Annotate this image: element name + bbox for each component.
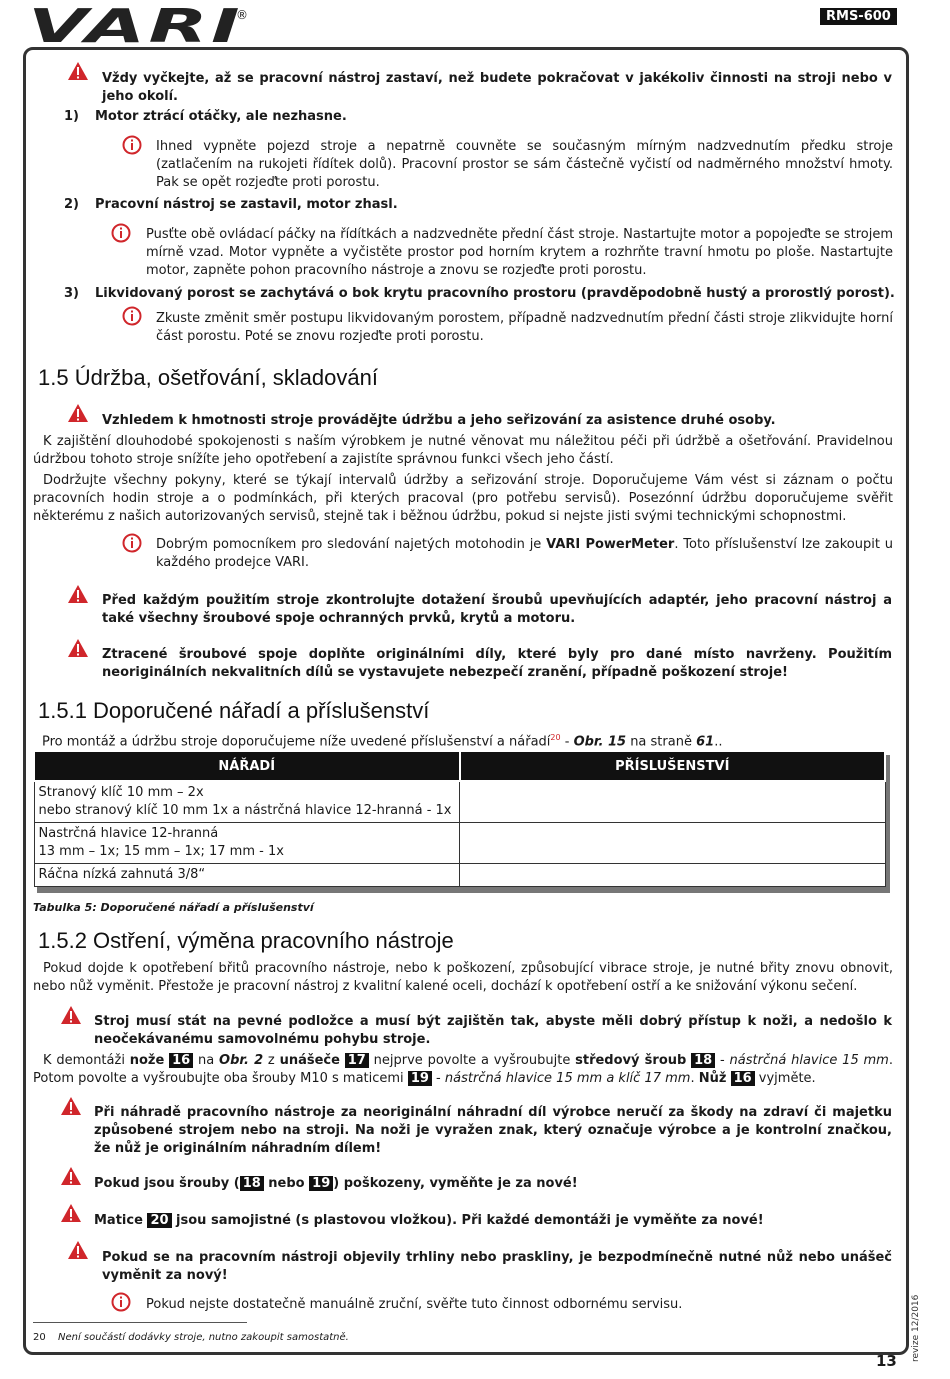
footnote-text: Není součástí dodávky stroje, nutno zakoupit samostatně. <box>58 1332 349 1343</box>
paragraph: K zajištění dlouhodobé spokojenosti s naším výrobkem je nutné věnovat mu náležitou péči při údržbě a ošetřování. Pravidelnou údržbou tohoto stroje snížíte jeho opotřebení a zajistíte správnou funkci všech jeho částí. <box>33 434 893 467</box>
info-text: Pokud nejste dostatečně manuálně zruční, svěřte tuto činnost odbornému servisu. <box>146 1297 683 1312</box>
svg-text:VARI: VARI <box>28 8 243 44</box>
footnote-number: 20 <box>33 1332 46 1343</box>
section-heading: 1.5.1 Doporučené nářadí a příslušenství <box>38 698 430 723</box>
warning-icon <box>67 638 89 658</box>
table-row: Stranový klíč 10 mm – 2x nebo stranový klíč 10 mm 1x a nástrčná hlavice 12-hranná - 1x <box>34 781 885 823</box>
warning-icon <box>60 1096 82 1116</box>
revision-label: revize 12/2016 <box>911 1294 921 1362</box>
paragraph: Pokud dojde k opotřebení břitů pracovního nástroje, nebo k poškození, způsobující vibrace stroje, je nutné břity znovu obnovit, nebo nůž vyměnit. Přestože je pracovní nástroj z kvalitní kalené oceli, dochází k opotřebení ostří a ke snižování výkonu sečení. <box>33 961 893 994</box>
paragraph: Pro montáž a údržbu stroje doporučujeme níže uvedené příslušenství a nářadí$^{20}$ - Obr. 15 na straně 61.. <box>42 733 723 750</box>
info-icon <box>122 135 142 155</box>
warning-icon <box>67 1240 89 1260</box>
item-title: Pracovní nástroj se zastavil, motor zhasl. <box>95 197 398 212</box>
warning-icon <box>60 1166 82 1186</box>
warning-text: Stroj musí stát na pevné podložce a musí být zajištěn tak, abyste měli dobrý přístup k noži, a nedošlo k neočekávanému samovolnému pohybu stroje. <box>94 1014 892 1047</box>
warning-icon <box>60 1203 82 1223</box>
info-text: Ihned vypněte pojezd stroje a nepatrně couvněte se současným mírným nadzvednutím předku stroje (zatlačením na rukojeti řídítek dolů). Pracovní prostor se sám částečně vyčistí od nadměrného množství hmoty. Pak se opět rozjeďte proti porostu. <box>156 139 893 190</box>
model-badge: RMS-600 <box>820 8 897 25</box>
column-header: PŘÍSLUŠENSTVÍ <box>460 751 886 781</box>
paragraph: Dodržujte všechny pokyny, které se týkají intervalů údržby a seřizování stroje. Doporučujeme Vám vést si záznam o počtu pracovních hodin stroje a o podmínkách, při kterých pracoval (pro potřebu servisů). Posezónní údržbu doporučujeme svěřit některému z našich autorizovaných servisů, stejně tak i běžnou údržbu, pokud si nejste jisti svými technickými schopnostmi. <box>33 473 893 524</box>
warning-icon <box>67 584 89 604</box>
column-header: NÁŘADÍ <box>34 751 460 781</box>
info-icon <box>111 1292 131 1312</box>
item-number: 3) <box>64 286 79 301</box>
info-text: Pusťte obě ovládací páčky na řídítkách a nadzvedněte přední část stroje. Nastartujte motor a popojeďte se strojem mírně vzad. Motor vypněte a vyčistěte prostor pod horním krytem a rozhrňte travní hmotu po ploše. Nastartujte motor, zapněte pohon pracovního nástroje a znovu se rozjeďte proti porostu. <box>146 227 893 278</box>
warning-text: Vzhledem k hmotnosti stroje provádějte údržbu a jeho seřizování za asistence druhé osoby. <box>102 413 776 428</box>
section-heading: 1.5.2 Ostření, výměna pracovního nástroje <box>38 928 454 953</box>
warning-text: Při náhradě pracovního nástroje za neoriginální náhradní díl výrobce neručí za škody na zdraví či majetku způsobené strojem nebo na stroji. Na noži je vyražen znak, který označuje výrobce a je kontrolní značkou, že nůž je originálním náhradním dílem! <box>94 1105 892 1156</box>
warning-text: Ztracené šroubové spoje doplňte originálními díly, které byly pro dané místo navrženy. Použitím neoriginálních nekvalitních dílů se vystavujete nebezpečí zranění, případně poškození stroje! <box>102 647 892 680</box>
page-number: 13 <box>876 1352 897 1370</box>
item-number: 1) <box>64 109 79 124</box>
info-text: Dobrým pomocníkem pro sledování najetých motohodin je VARI PowerMeter. Toto příslušenství lze zakoupit u každého prodejce VARI. <box>156 537 894 570</box>
warning-icon <box>67 61 89 81</box>
tools-table <box>33 750 886 887</box>
paragraph: K demontáži nože 16 na Obr. 2 z unášeče 17 nejprve povolte a vyšroubujte středový šroub 18 - nástrčná hlavice 15 mm. Potom povolte a vyšroubujte oba šrouby M10 s maticemi 19 - nástrčná hlavice 15 mm a klíč 17 mm. Nůž 16 vyjměte. <box>33 1053 893 1086</box>
info-icon <box>122 533 142 553</box>
info-icon <box>111 223 131 243</box>
table-caption: Tabulka 5: Doporučené nářadí a příslušenství <box>33 901 314 914</box>
warning-text: Pokud se na pracovním nástroji objevily trhliny nebo praskliny, je bezpodmínečně nutné nůž nebo unášeč vyměnit za nový! <box>102 1250 892 1283</box>
warning-icon <box>67 403 89 423</box>
table-row: Ráčna nízká zahnutá 3/8“ <box>34 864 885 887</box>
warning-text: Vždy vyčkejte, až se pracovní nástroj zastaví, než budete pokračovat v jakékoliv činnosti na stroji nebo v jeho okolí. <box>102 71 892 104</box>
warning-text: Pokud jsou šrouby ( 18 nebo 19 ) poškozeny, vyměňte je za nové! <box>94 1176 578 1191</box>
warning-icon <box>60 1005 82 1025</box>
item-title: Likvidovaný porost se zachytává o bok krytu pracovního prostoru (pravděpodobně hustý a prorostlý porost). <box>95 286 895 301</box>
info-text: Zkuste změnit směr postupu likvidovaným porostem, případně nadzvednutím přední části stroje zlikvidujte horní část porostu. Poté se znovu rozjeďte proti porostu. <box>156 311 893 344</box>
info-icon <box>122 306 142 326</box>
item-number: 2) <box>64 197 79 212</box>
vari-logo <box>28 8 248 44</box>
item-title: Motor ztrácí otáčky, ale nezhasne. <box>95 109 347 124</box>
warning-text: Matice 20 jsou samojistné (s plastovou vložkou). Při každé demontáži je vyměňte za nové! <box>94 1213 764 1228</box>
registered-mark: ® <box>236 8 248 22</box>
footnote-divider <box>33 1322 247 1323</box>
section-heading: 1.5 Údržba, ošetřování, skladování <box>38 365 378 390</box>
table-row: Nastrčná hlavice 12-hranná 13 mm – 1x; 15 mm – 1x; 17 mm - 1x <box>34 823 885 864</box>
warning-text: Před každým použitím stroje zkontrolujte dotažení šroubů upevňujících adaptér, jeho pracovní nástroj a také všechny šroubové spoje ochranných prvků, krytů a motoru. <box>102 593 892 626</box>
